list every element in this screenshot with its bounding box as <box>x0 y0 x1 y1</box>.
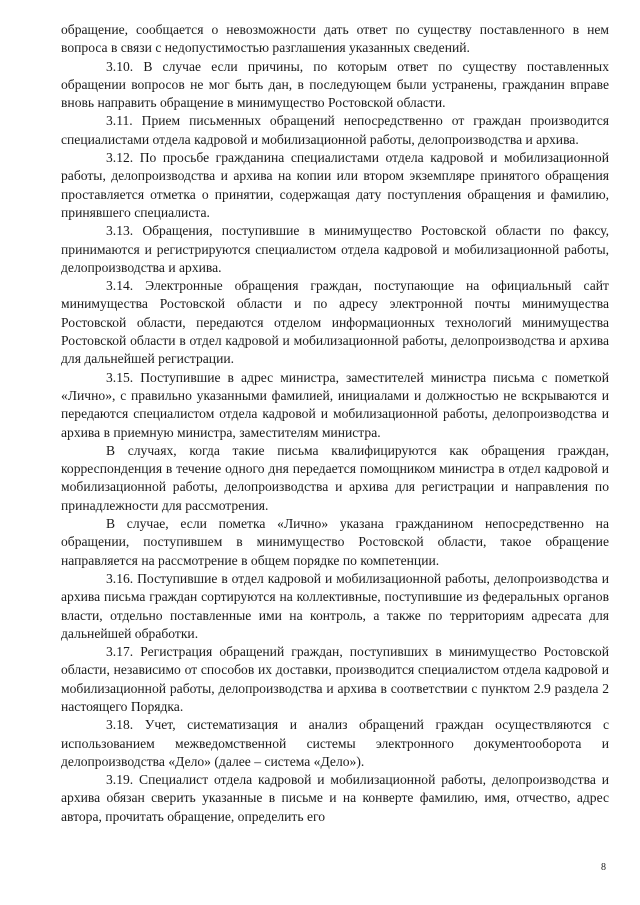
paragraph-continuation: обращение, сообщается о невозможности дать ответ по существу поставленного в нем вопроса в связи с недопустимостью разглашения указанных сведений. <box>61 22 609 56</box>
document-page <box>61 21 609 826</box>
paragraph-3-10: 3.10. В случае если причины, по которым ответ по существу поставленных обращении вопросов не мог быть дан, в последующем были устранены, гражданин вправе вновь направить обращение в минимущество Ростовской области. <box>61 58 609 111</box>
paragraph-3-14: 3.14. Электронные обращения граждан, поступающие на официальный сайт минимущества Ростовской области и по адресу электронной почты минимущества Ростовской области, передаются отделом информационных технологий минимущества Ростовской области в отдел кадровой и мобилизационной работы, делопроизводства и архива для дальнейшей регистрации. <box>61 278 609 367</box>
paragraph-3-13: 3.13. Обращения, поступившие в минимущество Ростовской области по факсу, принимаются и регистрируются специалистом отдела кадровой и мобилизационной работы, делопроизводства и архива. <box>61 223 609 275</box>
paragraph-3-15-personal-mark: В случае, если пометка «Лично» указана гражданином непосредственно на обращении, поступившем в минимущество Ростовской области, такое обращение направляется на рассмотрение в общем порядке по компетенции. <box>61 516 609 568</box>
page-number: 8 <box>601 862 606 873</box>
paragraph-3-15-cases: В случаях, когда такие письма квалифицируются как обращения граждан, корреспонденция в течение одного дня передается помощником министра в отдел кадровой и мобилизационной работы, делопроизводства и архива для регистрации и направления по принадлежности для рассмотрения. <box>61 442 609 513</box>
paragraph-3-11: 3.11. Прием письменных обращений непосредственно от граждан производится специалистами отдела кадровой и мобилизационной работы, делопроизводства и архива. <box>61 113 609 147</box>
paragraph-3-15: 3.15. Поступившие в адрес министра, заместителей министра письма с пометкой «Лично», с правильно указанными фамилией, инициалами и должностью не вскрываются и передаются специалистом отдела кадровой и мобилизационной работы, делопроизводства и архива в приемную министра, заместителям министра. <box>61 369 609 440</box>
paragraph-3-17: 3.17. Регистрация обращений граждан, поступивших в минимущество Ростовской области, независимо от способов их доставки, производится специалистом отдела кадровой и мобилизационной работы, делопроизводства и архива в соответствии с пунктом 2.9 раздела 2 настоящего Порядка. <box>61 644 609 714</box>
paragraph-3-18: 3.18. Учет, систематизация и анализ обращений граждан осуществляются с использованием межведомственной системы электронного документооборота и делопроизводства «Дело» (далее – система «Дело»). <box>61 717 609 769</box>
paragraph-3-19: 3.19. Специалист отдела кадровой и мобилизационной работы, делопроизводства и архива обязан сверить указанные в письме и на конверте фамилию, имя, отчество, адрес автора, прочитать обращение, определить его <box>61 772 609 824</box>
paragraph-3-16: 3.16. Поступившие в отдел кадровой и мобилизационной работы, делопроизводства и архива письма граждан сортируются на коллективные, поступившие из федеральных органов власти, отдельно поставленные ими на контроль, а также по территориям адресата для дальнейшей обработки. <box>61 570 609 641</box>
paragraph-3-12: 3.12. По просьбе гражданина специалистами отдела кадровой и мобилизационной работы, делопроизводства и архива на копии или втором экземпляре принятого обращения проставляется отметка о принятии, содержащая дату поступления обращения и фамилию, принявшего специалиста. <box>61 150 609 220</box>
